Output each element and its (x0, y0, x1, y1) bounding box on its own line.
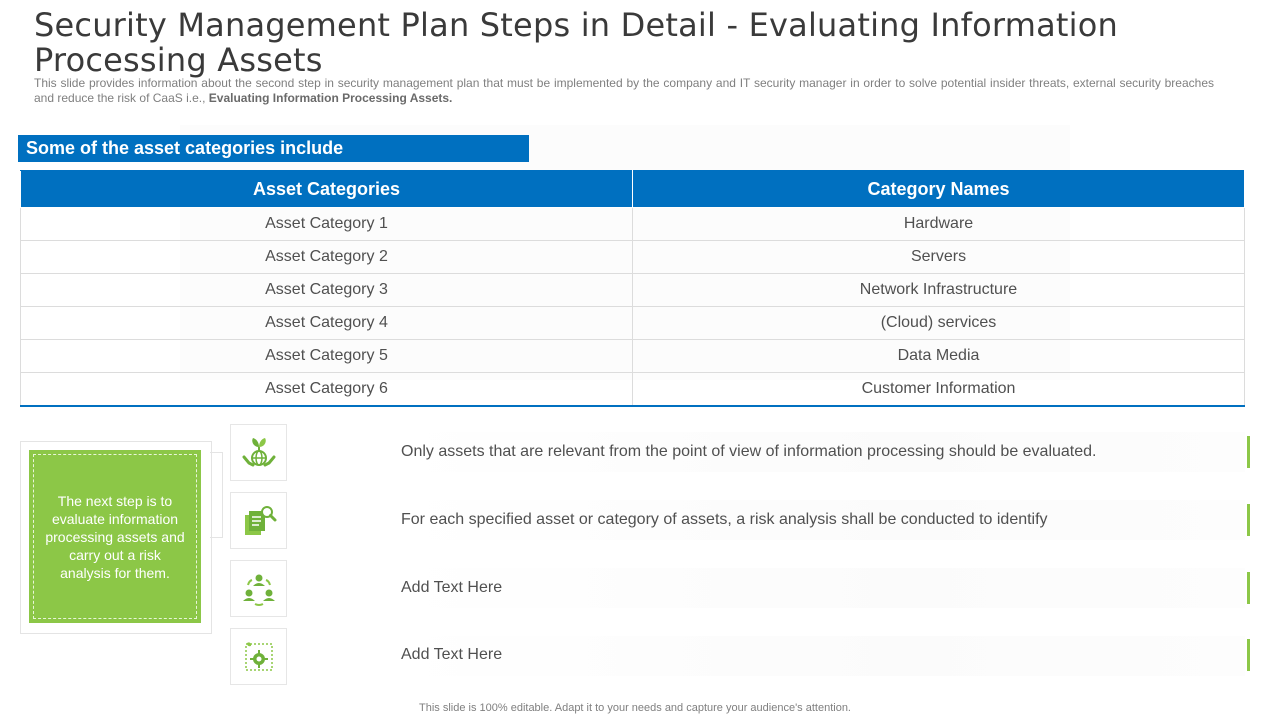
table-cell: Servers (633, 241, 1245, 274)
column-header-category-names: Category Names (633, 171, 1245, 208)
next-step-text: The next step is to evaluate information processing assets and carry out a risk analysis for them. (33, 454, 197, 619)
point-text: Add Text Here (401, 646, 503, 663)
connector-line (210, 452, 223, 538)
table-header-row (21, 171, 1245, 208)
page-title: Security Management Plan Steps in Detail - Evaluating Information Processing Assets (34, 6, 1118, 79)
people-cycle-icon (239, 569, 279, 609)
table-cell: (Cloud) services (633, 307, 1245, 340)
table-cell: Network Infrastructure (633, 274, 1245, 307)
table-cell: Asset Category 6 (21, 373, 633, 407)
description-text: This slide provides information about the second step in security management plan that must be implemented by the company and IT security manager in order to solve potential insider threats, external security breaches and reduce the risk of CaaS i.e., (34, 76, 1214, 105)
footer-note: This slide is 100% editable. Adapt it to your needs and capture your audience's attention. (419, 702, 851, 714)
table-cell: Asset Category 3 (21, 274, 633, 307)
point-text: Add Text Here (401, 579, 503, 596)
table-row (21, 241, 1245, 274)
table-cell: Customer Information (633, 373, 1245, 407)
table-row (21, 307, 1245, 340)
plant-globe-icon (239, 433, 279, 473)
description (34, 76, 1214, 106)
table-cell: Data Media (633, 340, 1245, 373)
people-cycle-icon-box (230, 560, 287, 617)
point-accent-bar (1247, 572, 1250, 604)
gear-leaf-icon (239, 637, 279, 677)
description-bold: Evaluating Information Processing Assets. (208, 91, 453, 105)
table-row (21, 274, 1245, 307)
plant-globe-icon-box (230, 424, 287, 481)
point-accent-bar (1247, 436, 1250, 468)
table-cell: Asset Category 2 (21, 241, 633, 274)
document-search-icon-box (230, 492, 287, 549)
table-cell: Hardware (633, 208, 1245, 241)
table-row (21, 373, 1245, 407)
asset-table (20, 170, 1245, 407)
table-cell: Asset Category 1 (21, 208, 633, 241)
point-text: For each specified asset or category of assets, a risk analysis shall be conducted to identify (401, 511, 1048, 528)
table-cell: Asset Category 5 (21, 340, 633, 373)
asset-categories-heading: Some of the asset categories include (18, 135, 529, 162)
point-accent-bar (1247, 639, 1250, 671)
column-header-asset-categories: Asset Categories (21, 171, 633, 208)
document-search-icon (239, 501, 279, 541)
point-text: Only assets that are relevant from the point of view of information processing should be evaluated. (401, 443, 1097, 460)
gear-leaf-icon-box (230, 628, 287, 685)
table-cell: Asset Category 4 (21, 307, 633, 340)
next-step-box (29, 450, 201, 623)
point-accent-bar (1247, 504, 1250, 536)
table-row (21, 208, 1245, 241)
table-row (21, 340, 1245, 373)
